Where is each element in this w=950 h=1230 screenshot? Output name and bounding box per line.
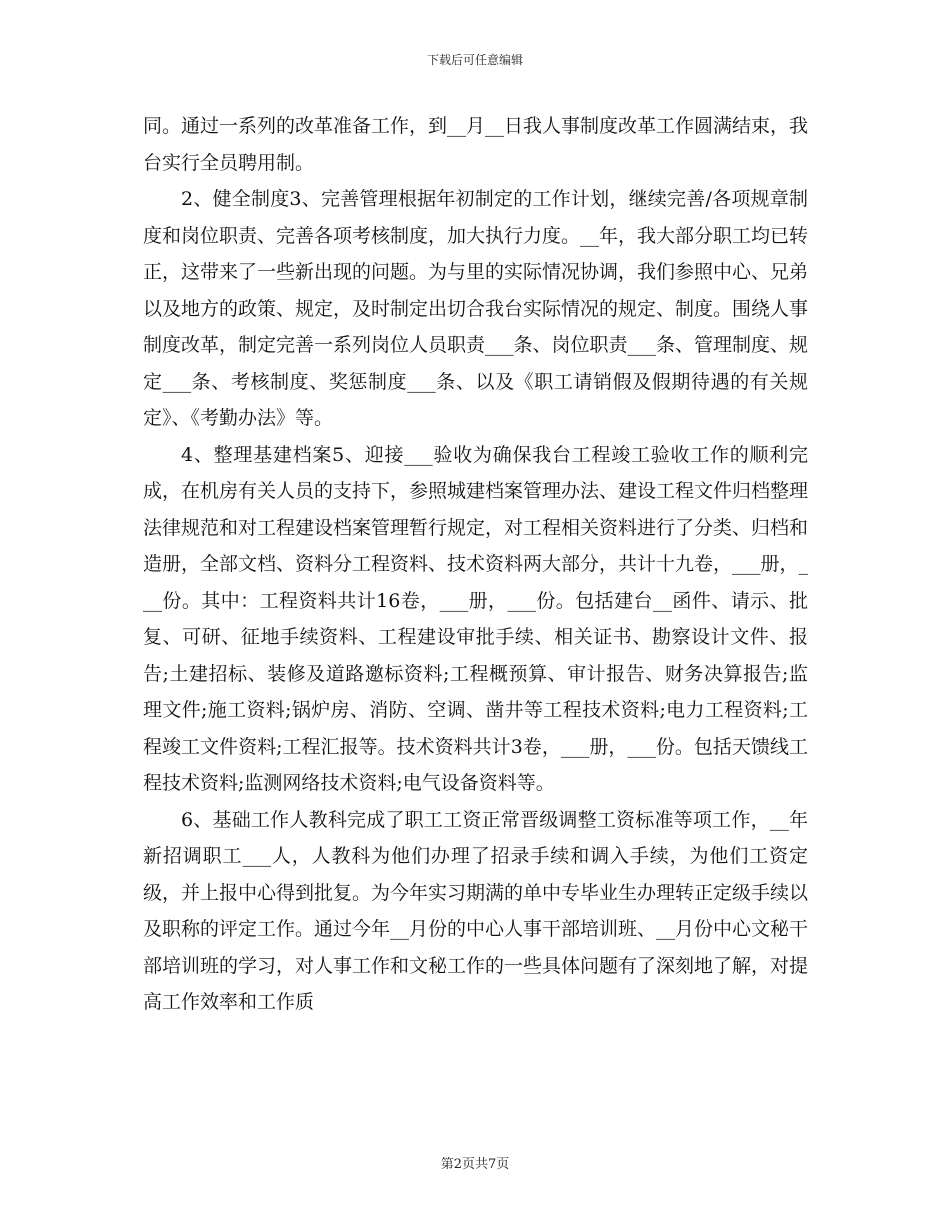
page-header: 下载后可任意编辑 — [426, 53, 523, 67]
paragraph-basic-work: 6、基础工作人教科完成了职工工资正常晋级调整工资标准等项工作，__年新招调职工___人，人教科为他们办理了招录手续和调入手续，为他们工资定级，并上报中心得到批复。为今年实习期满的单中专毕业生办理转正定级手续以及职称的评定工作。通过今年__月份的中心人事干部培训班、__月份中心文秘干部培训班的学习，对人事工作和文秘工作的一些具体问题有了深刻地了解，对提高工作效率和工作质 — [143, 808, 809, 1013]
paragraph-continuation: 同。通过一系列的改革准备工作，到__月__日我人事制度改革工作圆满结束，我台实行全员聘用制。 — [143, 115, 809, 174]
page-number: 第2页共7页 — [440, 1157, 510, 1172]
document-body — [143, 108, 808, 1021]
paragraph-regulations: 2、健全制度3、完善管理根据年初制定的工作计划，继续完善/各项规章制度和岗位职责、完善各项考核制度，加大执行力度。__年，我大部分职工均已转正，这带来了一些新出现的问题。为与里的实际情况协调，我们参照中心、兄弟以及地方的政策、规定，及时制定出切合我台实际情况的规定、制度。围绕人事制度改革，制定完善一系列岗位人员职责___条、岗位职责___条、管理制度、规定___条、考核制度、奖惩制度___条、以及《职工请销假及假期待遇的有关规定》、《考勤办法》等。 — [143, 188, 809, 429]
paragraph-archives: 4、整理基建档案5、迎接___验收为确保我台工程竣工验收工作的顺利完成，在机房有关人员的支持下，参照城建档案管理办法、建设工程文件归档整理法律规范和对工程建设档案管理暂行规定，对工程相关资料进行了分类、归档和造册，全部文档、资料分工程资料、技术资料两大部分，共计十九卷，___册，___份。其中：工程资料共计16卷，___册，___份。包括建台__函件、请示、批复、可研、征地手续资料、工程建设审批手续、相关证书、勘察设计文件、报告;土建招标、装修及道路邀标资料;工程概预算、审计报告、财务决算报告;监理文件;施工资料;锅炉房、消防、空调、凿井等工程技术资料;电力工程资料;工程竣工文件资料;工程汇报等。技术资料共计3卷，___册，___份。包括天馈线工程技术资料;监测网络技术资料;电气设备资料等。 — [143, 443, 809, 794]
